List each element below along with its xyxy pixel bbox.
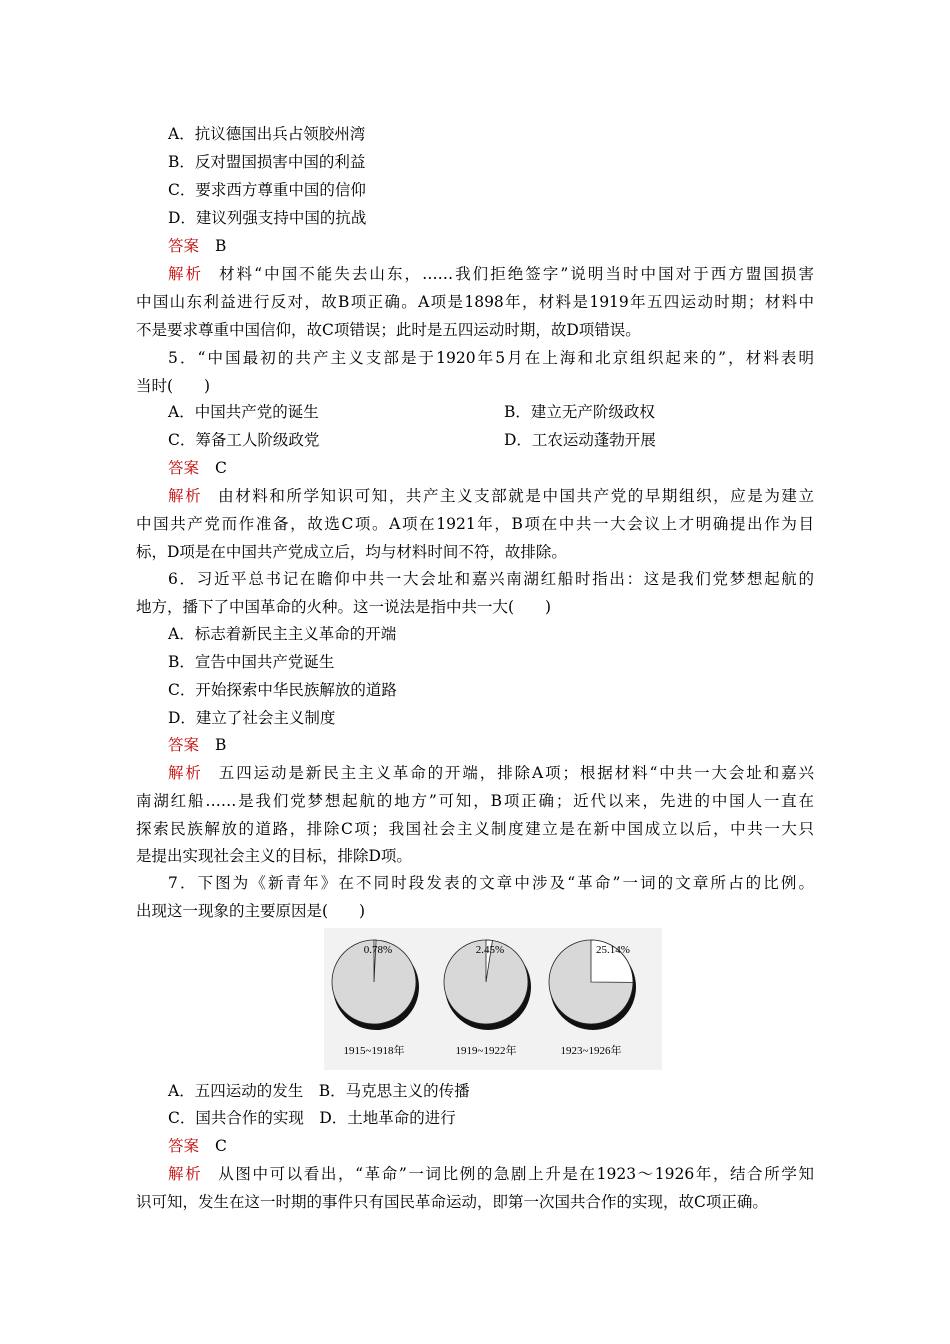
- q7-analysis-line-2: 识可知，发生在这一时期的事件只有国民革命运动，即第一次国共合作的实现，故C项正确。: [136, 1193, 768, 1211]
- q6-stem-line-2: 地方，播下了中国革命的火种。这一说法是指中共一大( ): [136, 598, 552, 616]
- pie-chart-figure: [324, 928, 662, 1070]
- pie-category-label: 1923~1926年: [560, 1045, 622, 1057]
- q4-analysis-line-3: 不是要求尊重中国信仰，故C项错误；此时是五四运动时期，故D项错误。: [136, 321, 641, 339]
- q6-analysis-line-2: 南湖红船……是我们党梦想起航的地方”可知，B项正确；近代以来，先进的中国人一直在: [136, 792, 814, 810]
- answer-label: 答案: [168, 1137, 200, 1155]
- q6-analysis-line-3: 探索民族解放的道路，排除C项；我国社会主义制度建立是在新中国成立以后，中共一大只: [136, 820, 814, 838]
- answer-label: 答案: [168, 237, 200, 255]
- pie-category-label: 1915~1918年: [343, 1045, 405, 1057]
- q5-answer: [168, 458, 227, 478]
- q4-option-d: D．建议列强支持中国的抗战: [168, 209, 367, 227]
- q5-analysis-line-2: 中国共产党而作准备，故选C项。A项在1921年，B项在中共一大会议上才明确提出作为目: [136, 515, 814, 533]
- q7-options-line-2: C．国共合作的实现 D．土地革命的进行: [168, 1109, 456, 1127]
- answer-value: C: [215, 1137, 227, 1155]
- q7-answer: [168, 1136, 227, 1156]
- q7-stem-line-2: 出现这一现象的主要原因是( ): [136, 902, 366, 920]
- q4-analysis-line-2: 中国山东利益进行反对，故B项正确。A项是1898年，材料是1919年五四运动时期；材料中: [136, 293, 814, 311]
- q6-answer: [168, 735, 226, 755]
- answer-value: C: [215, 459, 227, 477]
- q6-analysis-line-4: 是提出实现社会主义的目标，排除D项。: [136, 847, 412, 865]
- q5-analysis-line-1: 解析 由材料和所学知识可知，共产主义支部就是中国共产党的早期组织，应是为建立: [168, 487, 814, 505]
- q6-option-b: B．宣告中国共产党诞生: [168, 653, 335, 671]
- q6-option-a: A．标志着新民主主义革命的开端: [168, 625, 397, 643]
- pie-value-label: 25.14%: [596, 944, 630, 956]
- answer-value: B: [215, 736, 227, 754]
- pie-category-label: 1919~1922年: [455, 1045, 517, 1057]
- analysis-label: 解析: [168, 487, 203, 505]
- analysis-label: 解析: [168, 265, 204, 283]
- q6-option-c: C．开始探索中华民族解放的道路: [168, 681, 397, 699]
- q4-option-a: A．抗议德国出兵占领胶州湾: [168, 125, 366, 143]
- q4-answer: [168, 236, 226, 256]
- answer-label: 答案: [168, 459, 200, 477]
- q7-stem-line-1: 7．下图为《新青年》在不同时段发表的文章中涉及“革命”一词的文章所占的比例。: [168, 874, 814, 892]
- q6-stem-line-1: 6．习近平总书记在瞻仰中共一大会址和嘉兴南湖红船时指出：这是我们党梦想起航的: [168, 570, 814, 588]
- q6-analysis-line-1: 解析 五四运动是新民主主义革命的开端，排除A项；根据材料“中共一大会址和嘉兴: [168, 764, 814, 782]
- q4-option-b: B．反对盟国损害中国的利益: [168, 153, 366, 171]
- q7-analysis-line-1: 解析 从图中可以看出，“革命”一词比例的急剧上升是在1923～1926年，结合所学知: [168, 1165, 814, 1183]
- pie-value-label: 2.45%: [475, 944, 505, 956]
- q5-option-b: B．建立无产阶级政权: [504, 403, 655, 421]
- q4-analysis-line-1: 解析 材料“中国不能失去山东，……我们拒绝签字”说明当时中国对于西方盟国损害: [168, 265, 814, 283]
- q5-option-d: D．工农运动蓬勃开展: [504, 431, 656, 449]
- q5-analysis-line-3: 标，D项是在中国共产党成立后，均与材料时间不符，故排除。: [136, 543, 567, 561]
- analysis-label: 解析: [168, 764, 203, 782]
- q4-option-c: C．要求西方尊重中国的信仰: [168, 181, 366, 199]
- q5-stem-line-1: 5．“中国最初的共产主义支部是于1920年5月在上海和北京组织起来的”，材料表明: [168, 349, 814, 367]
- q5-stem-line-2: 当时( ): [136, 377, 211, 395]
- pie-charts-svg: [324, 928, 662, 1070]
- pie-value-label: 0.78%: [363, 944, 393, 956]
- q5-option-c: C．筹备工人阶级政党: [168, 431, 320, 449]
- answer-value: B: [215, 237, 227, 255]
- q5-option-a: A．中国共产党的诞生: [168, 403, 319, 421]
- q6-option-d: D．建立了社会主义制度: [168, 709, 336, 727]
- analysis-label: 解析: [168, 1165, 203, 1183]
- answer-label: 答案: [168, 736, 200, 754]
- q7-options-line-1: A．五四运动的发生 B．马克思主义的传播: [168, 1082, 470, 1100]
